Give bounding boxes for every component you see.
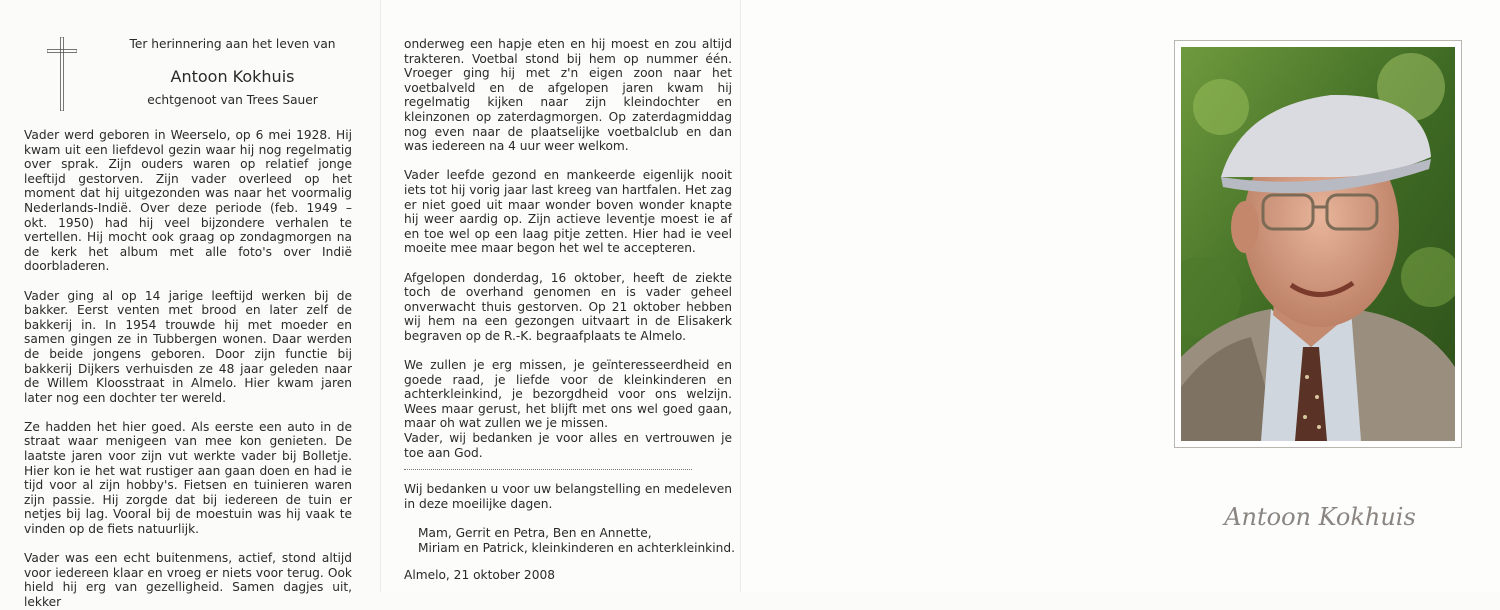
dotted-separator <box>404 469 692 470</box>
paragraph: Ze hadden het hier goed. Als eerste een auto in de straat waar menigeen van mee kon genieten. De laatste jaren voor zijn vut werkte vader bij Bolletje. Hier kon ie het wat rustiger aan gaan doen en had ie tijd voor al zijn hobby's. Fietsen en tuinieren waren zijn passie. Hij zorgde dat bij iedereen de tuin er netjes bij lag. Vooral bij de moestuin was hij vaak te vinden op de fiets natuurlijk. <box>24 419 352 537</box>
text-column-left <box>24 128 352 610</box>
paragraph: Vader ging al op 14 jarige leeftijd werken bij de bakker. Eerst venten met brood en later zelf de bakkerij in. In 1954 trouwde hij met moeder en samen gingen ze in Tubbergen wonen. Daar werden de beide jongens geboren. Door zijn functie bij bakkerij Dijkers verhuisden ze 48 jaar geleden naar de Willem Kloosstraat in Almelo. Hier kwam jaren later nog een dochter ter wereld. <box>24 288 352 405</box>
paragraph: Vader, wij bedanken je voor alles en vertrouwen je toe aan God. <box>404 431 732 460</box>
signatories <box>418 526 735 555</box>
deceased-name: Antoon Kokhuis <box>170 67 295 86</box>
paragraph: Vader werd geboren in Weerselo, op 6 mei 1928. Hij kwam uit een liefdevol gezin waar hij nog regelmatig over sprak. Zijn ouders waren op relatief jonge leeftijd gestorven. Zijn vader overleed op het moment dat hij uitgezonden was naar het voormalig Nederlands-Indië. Over deze periode (feb. 1949 – okt. 1950) had hij veel bijzondere verhalen te vertellen. Hij mocht ook graag op zondagmorgen na de kerk het album met alle foto's over Indië doorbladeren. <box>24 128 352 274</box>
signatory-line: Miriam en Patrick, kleinkinderen en achterkleinkind. <box>418 540 735 555</box>
paragraph: Vader was een echt buitenmens, actief, stond altijd voor iedereen klaar en vroeg er niets voor terug. Ook hield hij erg van gezelligheid. Samen dagjes uit, lekker <box>24 551 352 609</box>
paragraph: onderweg een hapje eten en hij moest en zou altijd trakteren. Voetbal stond bij hem op nummer één. Vroeger ging hij met z'n eigen zoon naar het voetbalveld en de afgelopen jaren kwam hij regelmatig kijken naar zijn kleindochter en kleinzonen op zaterdagmorgen. Op zaterdagmiddag nog even naar de plaatselijke voetbalclub en dan was iedereen na 4 uur weer welkom. <box>404 37 732 154</box>
thanks-text: Wij bedanken u voor uw belangstelling en medeleven in deze moeilijke dagen. <box>404 482 732 511</box>
signature-name: Antoon Kokhuis <box>1224 503 1416 531</box>
intro-text: Ter herinnering aan het leven van <box>129 37 336 51</box>
signatory-line: Mam, Gerrit en Petra, Ben en Annette, <box>418 526 652 540</box>
text-column-middle <box>404 37 735 583</box>
photo-frame <box>1174 40 1462 448</box>
fold-line <box>380 0 381 592</box>
portrait-photo <box>1181 47 1455 441</box>
spouse-text: echtgenoot van Trees Sauer <box>147 93 318 107</box>
paragraph: We zullen je erg missen, je geïnteresseerdheid en goede raad, je liefde voor de kleinkinderen en achterkleinkind, je bezorgdheid voor ons welzijn. Wees maar gerust, het blijft met ons wel goed gaan, maar oh wat zullen we je missen. <box>404 358 732 431</box>
paragraph: Afgelopen donderdag, 16 oktober, heeft de ziekte toch de overhand genomen en is vader geheel onverwacht thuis gestorven. Op 21 oktober hebben wij hem na een gezongen uitvaart in de Elisakerk begraven op de R.-K. begraafplaats te Almelo. <box>404 270 732 343</box>
place-date: Almelo, 21 oktober 2008 <box>404 568 555 583</box>
fold-line <box>740 0 741 592</box>
paragraph: Vader leefde gezond en mankeerde eigenlijk nooit iets tot hij vorig jaar last kreeg van hartfalen. Het zag er niet goed uit maar wonder boven wonder knapte hij weer aardig op. Zijn actieve leventje moest ie af en toe wel op een laag pitje zetten. Hier had ie veel moeite mee maar begon het wel te accepteren. <box>404 168 732 256</box>
cross-icon <box>47 37 77 111</box>
